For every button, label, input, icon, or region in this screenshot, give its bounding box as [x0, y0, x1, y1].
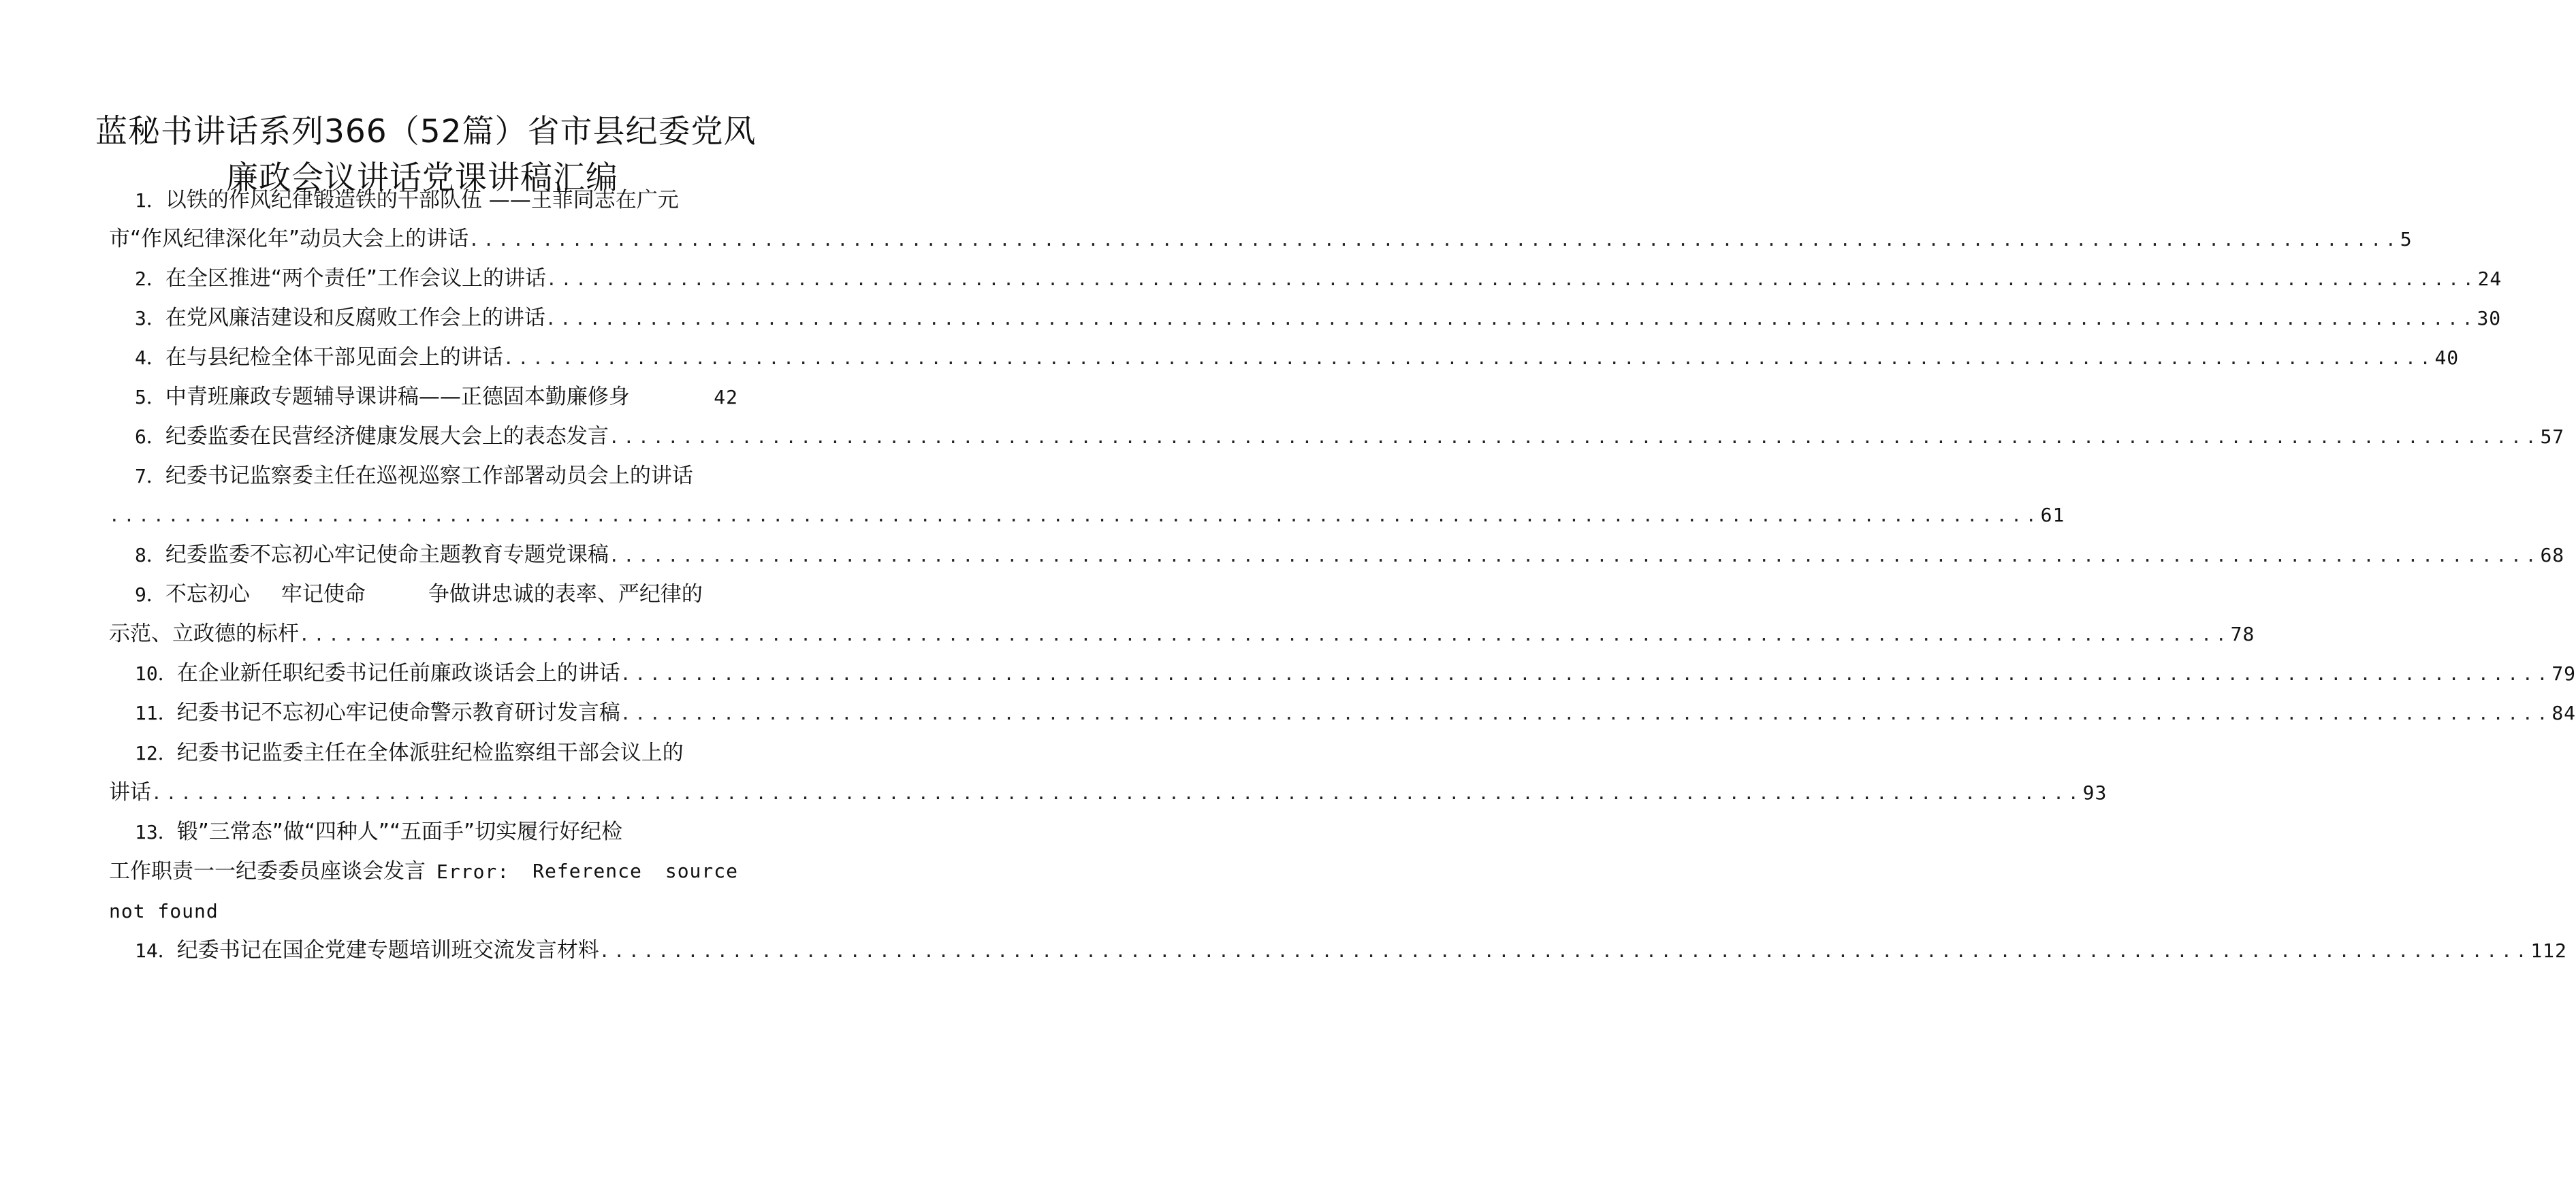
toc-leader-dots: ................................................................................................................................... — [620, 664, 2552, 685]
toc-item-12-line-1[interactable] — [135, 737, 738, 769]
toc-item-text-c: 争做讲忠诚的表率、严纪律的 — [428, 582, 703, 607]
toc-item-6[interactable] — [135, 420, 2565, 453]
toc-leader-dots: ................................................................................................................................... — [608, 546, 2541, 566]
toc-item-text: 纪委书记监委主任在全体派驻纪检监察组干部会议上的 — [176, 741, 684, 765]
toc-item-4[interactable] — [135, 341, 2460, 374]
toc-item-13-line-2[interactable] — [109, 855, 738, 888]
toc-item-text-b: 牢记使命 — [281, 582, 366, 607]
toc-item-number: 1． — [135, 189, 165, 212]
toc-item-text: 中青班廉政专题辅导课讲稿——正德固本勤廉修身 — [165, 385, 630, 409]
toc-error-text: source — [665, 860, 738, 882]
toc-error-text: not found — [109, 900, 219, 922]
toc-leader-dots: ................................................................................................................................... — [468, 230, 2400, 251]
toc-item-1-line-2[interactable] — [109, 223, 2413, 255]
toc-item-number: 14． — [135, 939, 177, 962]
toc-leader-dots: ................................................................................................................................... — [545, 270, 2478, 290]
toc-item-text: 在企业新任职纪委书记任前廉政谈话会上的讲话 — [176, 661, 620, 685]
toc-page-number: 5 — [2400, 228, 2413, 251]
toc-page-number: 79 — [2551, 662, 2576, 685]
toc-item-12-line-2[interactable] — [109, 776, 2108, 809]
toc-item-number: 5． — [135, 386, 165, 408]
toc-item-text: 以铁的作风纪律锻造铁的干部队伍 ——王菲同志在广元 — [165, 188, 679, 212]
toc-page-number: 40 — [2434, 346, 2460, 369]
toc-leader-dots: ................................................................................................................................... — [599, 941, 2531, 962]
toc-leader-dots: ................................................................................................................................... — [608, 427, 2541, 448]
toc-leader-dots: ................................................................................................................................... — [545, 309, 2477, 329]
toc-item-text: 在与县纪检全体干部见面会上的讲话 — [165, 345, 503, 370]
toc-item-text: 示范、立政德的标杆 — [109, 622, 299, 646]
toc-item-7-line-2[interactable] — [109, 499, 2065, 532]
toc-item-text: 锻”三常态”做“四种人”“五面手”切实履行好纪检 — [176, 820, 623, 844]
toc-leader-dots: ................................................................................................................................... — [151, 784, 2083, 804]
toc-item-number: 12． — [135, 742, 177, 764]
toc-page-number: 57 — [2540, 425, 2565, 448]
toc-page-number: 30 — [2477, 307, 2502, 329]
toc-item-text: 工作职责一一纪委委员座谈会发言 — [109, 859, 426, 884]
toc-item-2[interactable] — [135, 262, 2502, 295]
toc-item-1-line-1[interactable] — [135, 184, 738, 216]
toc-item-13-line-1[interactable] — [135, 816, 738, 848]
toc-item-text: 纪委书记不忘初心牢记使命警示教育研讨发言稿 — [176, 700, 620, 725]
toc-item-number: 4． — [135, 346, 165, 369]
toc-page-number: 84 — [2551, 702, 2576, 724]
toc-item-number: 10． — [135, 662, 177, 685]
toc-item-number: 8． — [135, 544, 165, 566]
toc-item-number: 9． — [135, 583, 165, 606]
toc-item-text: 在全区推进“两个责任”工作会议上的讲话 — [165, 266, 546, 291]
toc-item-3[interactable] — [135, 302, 2502, 334]
toc-item-9-line-1[interactable] — [135, 578, 738, 611]
toc-page-number: 61 — [2040, 504, 2065, 526]
toc-item-9-line-2[interactable] — [109, 617, 2255, 650]
toc-item-8[interactable] — [135, 538, 2565, 571]
toc-item-text: 市“作风纪律深化年”动员大会上的讲话 — [109, 227, 469, 251]
toc-item-text: 纪委监委在民营经济健康发展大会上的表态发言 — [165, 424, 609, 449]
toc-leader-dots: ................................................................................................................................... — [109, 506, 2041, 526]
toc-page-number: 112 — [2530, 939, 2567, 962]
toc-page-number: 78 — [2230, 623, 2255, 645]
toc-item-text: 纪委书记在国企党建专题培训班交流发言材料 — [176, 938, 599, 963]
toc-leader-dots: ................................................................................................................................... — [299, 625, 2231, 645]
toc-item-5[interactable] — [135, 381, 738, 413]
toc-item-11[interactable] — [135, 696, 2576, 729]
toc-page-number: 42 — [714, 386, 738, 408]
toc-item-number: 3． — [135, 307, 165, 329]
document-title-line-2: 廉政会议讲话党课讲稿汇编 — [226, 159, 618, 197]
toc-item-number: 13． — [135, 821, 177, 843]
toc-error-text: Error: — [436, 860, 510, 883]
toc-item-10[interactable] — [135, 657, 2576, 690]
toc-leader-dots: ................................................................................................................................... — [503, 349, 2435, 369]
toc-item-text: 在党风廉洁建设和反腐败工作会上的讲话 — [165, 306, 545, 330]
toc-leader-dots: ................................................................................................................................... — [620, 704, 2552, 724]
toc-item-number: 11． — [135, 702, 177, 724]
toc-item-text: 纪委书记监察委主任在巡视巡察工作部署动员会上的讲话 — [165, 464, 693, 488]
toc-item-7-line-1[interactable] — [135, 459, 738, 492]
toc-item-number: 6． — [135, 425, 165, 448]
toc-item-14[interactable] — [135, 934, 2567, 967]
toc-error-text: Reference — [532, 860, 642, 882]
toc-item-text: 讲话 — [109, 780, 151, 805]
toc-item-text: 纪委监委不忘初心牢记使命主题教育专题党课稿 — [165, 543, 609, 567]
document-title-line-1: 蓝秘书讲话系列366（52篇）省市县纪委党风 — [95, 113, 757, 150]
toc-item-number: 2． — [135, 268, 165, 290]
toc-page-number: 24 — [2477, 268, 2502, 290]
toc-page-number: 93 — [2082, 781, 2108, 804]
toc-page-number: 68 — [2540, 544, 2565, 566]
toc-item-number: 7． — [135, 465, 165, 487]
toc-item-13-line-3[interactable] — [109, 894, 738, 927]
toc-item-text-a: 不忘初心 — [165, 582, 250, 607]
